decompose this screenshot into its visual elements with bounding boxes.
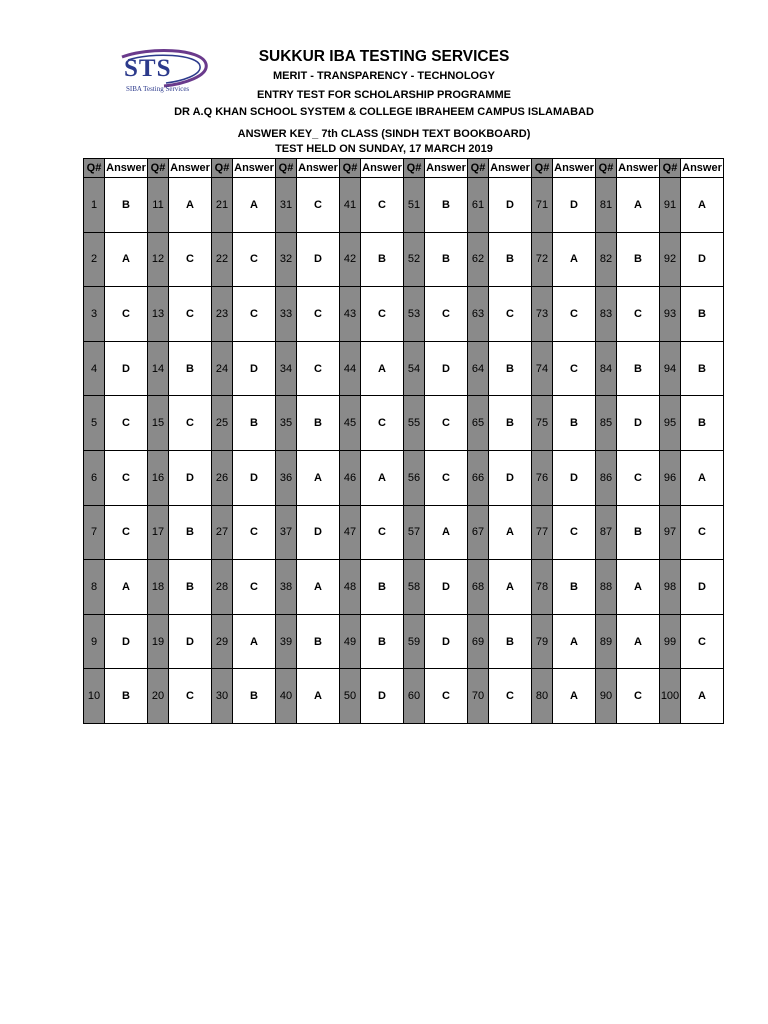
question-number-cell: 29 bbox=[212, 614, 233, 669]
question-number-cell: 74 bbox=[532, 341, 553, 396]
answer-cell: B bbox=[297, 614, 340, 669]
question-number-cell: 88 bbox=[596, 560, 617, 615]
answer-cell: C bbox=[553, 287, 596, 342]
answer-cell: D bbox=[169, 450, 212, 505]
answer-cell: D bbox=[361, 669, 404, 724]
answer-cell: B bbox=[169, 341, 212, 396]
question-number-cell: 96 bbox=[660, 450, 681, 505]
question-number-cell: 79 bbox=[532, 614, 553, 669]
header-question-number: Q# bbox=[532, 159, 553, 178]
answer-cell: A bbox=[681, 450, 724, 505]
question-number-cell: 91 bbox=[660, 178, 681, 233]
question-number-cell: 100 bbox=[660, 669, 681, 724]
header-question-number: Q# bbox=[212, 159, 233, 178]
question-number-cell: 36 bbox=[276, 450, 297, 505]
question-number-cell: 4 bbox=[84, 341, 105, 396]
question-number-cell: 11 bbox=[148, 178, 169, 233]
answer-cell: C bbox=[169, 396, 212, 451]
question-number-cell: 28 bbox=[212, 560, 233, 615]
question-number-cell: 80 bbox=[532, 669, 553, 724]
answer-cell: B bbox=[361, 614, 404, 669]
answer-cell: C bbox=[297, 287, 340, 342]
answer-cell: C bbox=[617, 287, 660, 342]
answer-cell: C bbox=[233, 505, 276, 560]
answer-cell: A bbox=[553, 232, 596, 287]
question-number-cell: 23 bbox=[212, 287, 233, 342]
question-number-cell: 71 bbox=[532, 178, 553, 233]
question-number-cell: 60 bbox=[404, 669, 425, 724]
answer-cell: A bbox=[169, 178, 212, 233]
question-number-cell: 26 bbox=[212, 450, 233, 505]
answer-cell: B bbox=[361, 560, 404, 615]
question-number-cell: 24 bbox=[212, 341, 233, 396]
header-question-number: Q# bbox=[84, 159, 105, 178]
question-number-cell: 37 bbox=[276, 505, 297, 560]
answer-cell: B bbox=[105, 669, 148, 724]
answer-cell: B bbox=[553, 396, 596, 451]
table-row bbox=[84, 232, 724, 287]
answer-cell: D bbox=[425, 560, 468, 615]
answer-cell: D bbox=[169, 614, 212, 669]
header-answer: Answer bbox=[425, 159, 468, 178]
header-question-number: Q# bbox=[660, 159, 681, 178]
question-number-cell: 35 bbox=[276, 396, 297, 451]
question-number-cell: 25 bbox=[212, 396, 233, 451]
question-number-cell: 73 bbox=[532, 287, 553, 342]
question-number-cell: 72 bbox=[532, 232, 553, 287]
answer-cell: C bbox=[169, 669, 212, 724]
answer-cell: C bbox=[361, 505, 404, 560]
question-number-cell: 63 bbox=[468, 287, 489, 342]
table-row bbox=[84, 614, 724, 669]
answer-cell: D bbox=[489, 178, 532, 233]
answer-cell: D bbox=[553, 178, 596, 233]
answer-cell: C bbox=[425, 287, 468, 342]
question-number-cell: 83 bbox=[596, 287, 617, 342]
logo-subtitle: SIBA Testing Services bbox=[126, 85, 190, 93]
question-number-cell: 64 bbox=[468, 341, 489, 396]
answer-cell: B bbox=[233, 669, 276, 724]
question-number-cell: 1 bbox=[84, 178, 105, 233]
answer-cell: A bbox=[105, 232, 148, 287]
answer-cell: B bbox=[105, 178, 148, 233]
question-number-cell: 85 bbox=[596, 396, 617, 451]
question-number-cell: 47 bbox=[340, 505, 361, 560]
answer-cell: C bbox=[553, 505, 596, 560]
question-number-cell: 97 bbox=[660, 505, 681, 560]
answer-cell: A bbox=[297, 560, 340, 615]
answer-cell: B bbox=[617, 232, 660, 287]
question-number-cell: 27 bbox=[212, 505, 233, 560]
test-name: ENTRY TEST FOR SCHOLARSHIP PROGRAMME bbox=[256, 89, 512, 101]
answer-cell: B bbox=[361, 232, 404, 287]
question-number-cell: 22 bbox=[212, 232, 233, 287]
question-number-cell: 15 bbox=[148, 396, 169, 451]
question-number-cell: 57 bbox=[404, 505, 425, 560]
question-number-cell: 46 bbox=[340, 450, 361, 505]
header-answer: Answer bbox=[297, 159, 340, 178]
answer-cell: C bbox=[361, 287, 404, 342]
table-row bbox=[84, 450, 724, 505]
question-number-cell: 87 bbox=[596, 505, 617, 560]
question-number-cell: 5 bbox=[84, 396, 105, 451]
question-number-cell: 81 bbox=[596, 178, 617, 233]
question-number-cell: 31 bbox=[276, 178, 297, 233]
question-number-cell: 19 bbox=[148, 614, 169, 669]
question-number-cell: 56 bbox=[404, 450, 425, 505]
question-number-cell: 52 bbox=[404, 232, 425, 287]
answer-cell: D bbox=[617, 396, 660, 451]
question-number-cell: 86 bbox=[596, 450, 617, 505]
answer-cell: C bbox=[169, 287, 212, 342]
table-row bbox=[84, 341, 724, 396]
question-number-cell: 65 bbox=[468, 396, 489, 451]
question-number-cell: 10 bbox=[84, 669, 105, 724]
question-number-cell: 9 bbox=[84, 614, 105, 669]
question-number-cell: 90 bbox=[596, 669, 617, 724]
answer-cell: C bbox=[105, 396, 148, 451]
answer-cell: C bbox=[233, 560, 276, 615]
question-number-cell: 99 bbox=[660, 614, 681, 669]
answer-cell: D bbox=[297, 232, 340, 287]
answer-cell: A bbox=[681, 669, 724, 724]
answer-cell: A bbox=[233, 614, 276, 669]
answer-cell: C bbox=[105, 450, 148, 505]
answer-cell: A bbox=[361, 450, 404, 505]
question-number-cell: 21 bbox=[212, 178, 233, 233]
question-number-cell: 66 bbox=[468, 450, 489, 505]
question-number-cell: 40 bbox=[276, 669, 297, 724]
answer-cell: D bbox=[553, 450, 596, 505]
answer-cell: B bbox=[617, 341, 660, 396]
table-row bbox=[84, 178, 724, 233]
answer-cell: A bbox=[617, 614, 660, 669]
header-answer: Answer bbox=[681, 159, 724, 178]
table-row bbox=[84, 560, 724, 615]
question-number-cell: 77 bbox=[532, 505, 553, 560]
answer-cell: B bbox=[425, 232, 468, 287]
answer-cell: C bbox=[425, 450, 468, 505]
answer-cell: C bbox=[553, 341, 596, 396]
answer-cell: B bbox=[681, 341, 724, 396]
question-number-cell: 30 bbox=[212, 669, 233, 724]
table-header-row bbox=[84, 159, 724, 178]
answer-cell: B bbox=[617, 505, 660, 560]
header-question-number: Q# bbox=[468, 159, 489, 178]
answer-cell: B bbox=[681, 396, 724, 451]
answer-cell: D bbox=[489, 450, 532, 505]
question-number-cell: 16 bbox=[148, 450, 169, 505]
answer-cell: A bbox=[297, 669, 340, 724]
answer-cell: A bbox=[617, 178, 660, 233]
answer-cell: D bbox=[425, 341, 468, 396]
header-answer: Answer bbox=[553, 159, 596, 178]
question-number-cell: 59 bbox=[404, 614, 425, 669]
answer-cell: B bbox=[169, 560, 212, 615]
question-number-cell: 69 bbox=[468, 614, 489, 669]
answer-cell: C bbox=[489, 669, 532, 724]
question-number-cell: 49 bbox=[340, 614, 361, 669]
table-row bbox=[84, 287, 724, 342]
question-number-cell: 8 bbox=[84, 560, 105, 615]
answer-cell: C bbox=[361, 178, 404, 233]
answer-cell: C bbox=[169, 232, 212, 287]
question-number-cell: 84 bbox=[596, 341, 617, 396]
question-number-cell: 75 bbox=[532, 396, 553, 451]
answer-cell: D bbox=[297, 505, 340, 560]
question-number-cell: 55 bbox=[404, 396, 425, 451]
header-question-number: Q# bbox=[404, 159, 425, 178]
table-row bbox=[84, 505, 724, 560]
table-row bbox=[84, 396, 724, 451]
answer-cell: B bbox=[489, 232, 532, 287]
question-number-cell: 98 bbox=[660, 560, 681, 615]
question-number-cell: 45 bbox=[340, 396, 361, 451]
question-number-cell: 39 bbox=[276, 614, 297, 669]
answer-cell: B bbox=[489, 614, 532, 669]
answer-cell: A bbox=[553, 669, 596, 724]
answer-cell: A bbox=[105, 560, 148, 615]
answer-cell: C bbox=[425, 396, 468, 451]
logo-mark: STS bbox=[124, 55, 172, 82]
answer-cell: C bbox=[361, 396, 404, 451]
header-answer: Answer bbox=[105, 159, 148, 178]
question-number-cell: 38 bbox=[276, 560, 297, 615]
question-number-cell: 92 bbox=[660, 232, 681, 287]
question-number-cell: 14 bbox=[148, 341, 169, 396]
question-number-cell: 94 bbox=[660, 341, 681, 396]
school-name: DR A.Q KHAN SCHOOL SYSTEM & COLLEGE IBRAHEEM CAMPUS ISLAMABAD bbox=[174, 106, 594, 118]
header-answer: Answer bbox=[617, 159, 660, 178]
question-number-cell: 70 bbox=[468, 669, 489, 724]
header-answer: Answer bbox=[233, 159, 276, 178]
answer-cell: C bbox=[617, 669, 660, 724]
answer-cell: B bbox=[233, 396, 276, 451]
question-number-cell: 13 bbox=[148, 287, 169, 342]
answer-cell: D bbox=[425, 614, 468, 669]
answer-key-table bbox=[83, 158, 724, 724]
header-question-number: Q# bbox=[596, 159, 617, 178]
answer-cell: D bbox=[681, 560, 724, 615]
answer-cell: D bbox=[233, 341, 276, 396]
answer-cell: A bbox=[489, 560, 532, 615]
question-number-cell: 58 bbox=[404, 560, 425, 615]
question-number-cell: 51 bbox=[404, 178, 425, 233]
question-number-cell: 67 bbox=[468, 505, 489, 560]
header-answer: Answer bbox=[489, 159, 532, 178]
question-number-cell: 82 bbox=[596, 232, 617, 287]
question-number-cell: 68 bbox=[468, 560, 489, 615]
answer-cell: B bbox=[681, 287, 724, 342]
answer-cell: A bbox=[233, 178, 276, 233]
motto: MERIT - TRANSPARENCY - TECHNOLOGY bbox=[272, 70, 496, 82]
answer-cell: B bbox=[169, 505, 212, 560]
question-number-cell: 2 bbox=[84, 232, 105, 287]
answer-cell: A bbox=[681, 178, 724, 233]
question-number-cell: 61 bbox=[468, 178, 489, 233]
question-number-cell: 41 bbox=[340, 178, 361, 233]
answer-cell: A bbox=[489, 505, 532, 560]
answer-cell: C bbox=[681, 614, 724, 669]
question-number-cell: 54 bbox=[404, 341, 425, 396]
header-question-number: Q# bbox=[148, 159, 169, 178]
question-number-cell: 50 bbox=[340, 669, 361, 724]
question-number-cell: 6 bbox=[84, 450, 105, 505]
answer-cell: D bbox=[105, 614, 148, 669]
question-number-cell: 34 bbox=[276, 341, 297, 396]
question-number-cell: 95 bbox=[660, 396, 681, 451]
answer-cell: A bbox=[617, 560, 660, 615]
answer-cell: C bbox=[425, 669, 468, 724]
question-number-cell: 32 bbox=[276, 232, 297, 287]
table-row bbox=[84, 669, 724, 724]
question-number-cell: 93 bbox=[660, 287, 681, 342]
question-number-cell: 3 bbox=[84, 287, 105, 342]
answer-cell: C bbox=[233, 232, 276, 287]
answer-cell: C bbox=[105, 287, 148, 342]
header-answer: Answer bbox=[169, 159, 212, 178]
org-title: SUKKUR IBA TESTING SERVICES bbox=[258, 48, 510, 65]
question-number-cell: 78 bbox=[532, 560, 553, 615]
header-answer: Answer bbox=[361, 159, 404, 178]
question-number-cell: 12 bbox=[148, 232, 169, 287]
answer-cell: C bbox=[489, 287, 532, 342]
answer-cell: C bbox=[233, 287, 276, 342]
question-number-cell: 7 bbox=[84, 505, 105, 560]
answer-cell: B bbox=[297, 396, 340, 451]
answer-cell: C bbox=[681, 505, 724, 560]
test-date: TEST HELD ON SUNDAY, 17 MARCH 2019 bbox=[275, 143, 493, 155]
question-number-cell: 48 bbox=[340, 560, 361, 615]
answer-cell: B bbox=[425, 178, 468, 233]
answer-cell: B bbox=[489, 396, 532, 451]
question-number-cell: 20 bbox=[148, 669, 169, 724]
question-number-cell: 62 bbox=[468, 232, 489, 287]
question-number-cell: 76 bbox=[532, 450, 553, 505]
answer-cell: B bbox=[489, 341, 532, 396]
answer-cell: A bbox=[425, 505, 468, 560]
question-number-cell: 44 bbox=[340, 341, 361, 396]
answer-cell: C bbox=[105, 505, 148, 560]
question-number-cell: 18 bbox=[148, 560, 169, 615]
question-number-cell: 33 bbox=[276, 287, 297, 342]
answer-cell: D bbox=[681, 232, 724, 287]
answer-cell: A bbox=[297, 450, 340, 505]
answer-cell: C bbox=[617, 450, 660, 505]
header-question-number: Q# bbox=[340, 159, 361, 178]
question-number-cell: 53 bbox=[404, 287, 425, 342]
question-number-cell: 42 bbox=[340, 232, 361, 287]
answer-cell: A bbox=[361, 341, 404, 396]
question-number-cell: 89 bbox=[596, 614, 617, 669]
answer-cell: B bbox=[553, 560, 596, 615]
answer-cell: C bbox=[297, 178, 340, 233]
question-number-cell: 17 bbox=[148, 505, 169, 560]
answer-cell: C bbox=[297, 341, 340, 396]
answer-cell: A bbox=[553, 614, 596, 669]
header-question-number: Q# bbox=[276, 159, 297, 178]
answer-cell: D bbox=[233, 450, 276, 505]
question-number-cell: 43 bbox=[340, 287, 361, 342]
answer-key-title: ANSWER KEY_ 7th CLASS (SINDH TEXT BOOKBOARD) bbox=[237, 128, 531, 140]
answer-cell: D bbox=[105, 341, 148, 396]
